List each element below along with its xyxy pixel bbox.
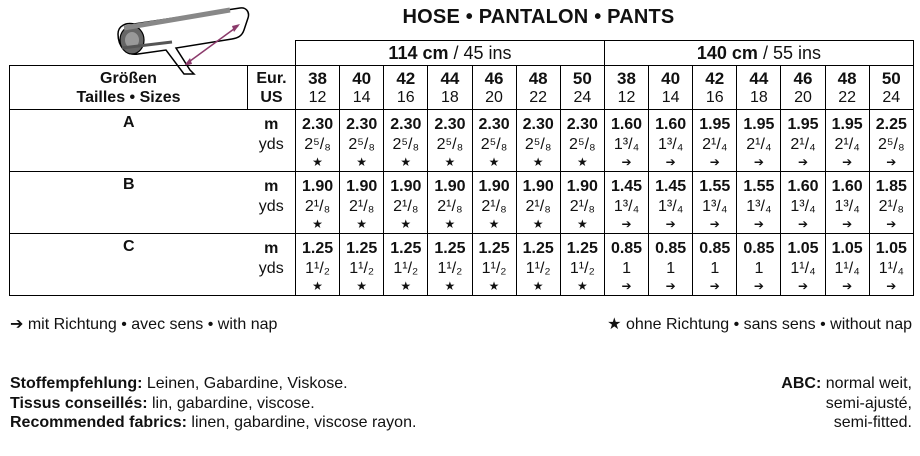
yardage-cell: 0.85 1 ➔ — [649, 234, 693, 296]
yardage-cell: 0.85 1 ➔ — [604, 234, 648, 296]
legend-without-nap: ★ ohne Richtung • sans sens • without nap — [607, 316, 912, 333]
yardage-cell: 1.25 1¹/₂ ★ — [428, 234, 472, 296]
star-icon: ★ — [444, 155, 456, 169]
fabric-line-en: Recommended fabrics: linen, gabardine, viscose rayon. — [10, 414, 417, 431]
yardage-cell: 2.25 2⁵/₈ ➔ — [869, 110, 913, 172]
star-icon: ★ — [576, 155, 588, 169]
view-row-b — [10, 172, 914, 234]
arrow-right-icon: ➔ — [842, 217, 853, 231]
yardage-cell: 1.85 2¹/₈ ➔ — [869, 172, 913, 234]
unit-label: m yds — [248, 172, 296, 234]
star-icon: ★ — [488, 217, 500, 231]
yardage-cell: 1.05 1¹/₄ ➔ — [869, 234, 913, 296]
size-header-cell: 46 20 — [781, 66, 825, 110]
yardage-cell: 2.30 2⁵/₈ ★ — [296, 110, 340, 172]
star-icon: ★ — [312, 217, 323, 231]
yardage-cell: 1.95 2¹/₄ ➔ — [737, 110, 781, 172]
yardage-cell: 1.95 2¹/₄ ➔ — [693, 110, 737, 172]
yardage-cell: 1.25 1¹/₂ ★ — [384, 234, 428, 296]
yardage-cell: 2.30 2⁵/₈ ★ — [340, 110, 384, 172]
yardage-cell: 0.85 1 ➔ — [693, 234, 737, 296]
view-label: C — [10, 234, 248, 296]
width-114-header: 114 cm / 45 ins — [296, 41, 605, 66]
yardage-cell: 2.30 2⁵/₈ ★ — [428, 110, 472, 172]
size-header-cell: 40 14 — [340, 66, 384, 110]
star-icon: ★ — [532, 217, 544, 231]
arrow-right-icon: ➔ — [709, 279, 720, 293]
star-icon: ★ — [356, 155, 368, 169]
arrow-right-icon: ➔ — [665, 217, 676, 231]
yardage-cell: 0.85 1 ➔ — [737, 234, 781, 296]
yardage-cell: 1.90 2¹/₈ ★ — [428, 172, 472, 234]
yardage-cell: 1.25 1¹/₂ ★ — [296, 234, 340, 296]
star-icon: ★ — [532, 155, 544, 169]
arrow-right-icon: ➔ — [665, 279, 676, 293]
size-header-cell: 44 18 — [737, 66, 781, 110]
yardage-cell: 1.90 2¹/₈ ★ — [340, 172, 384, 234]
star-icon: ★ — [444, 279, 456, 293]
arrow-right-icon: ➔ — [753, 279, 764, 293]
yardage-cell: 1.55 1³/₄ ➔ — [737, 172, 781, 234]
star-icon: ★ — [576, 279, 588, 293]
size-header-cell: 50 24 — [869, 66, 913, 110]
size-header-cell: 46 20 — [472, 66, 516, 110]
header-empty — [10, 41, 296, 66]
page-title: HOSE • PANTALON • PANTS — [402, 6, 675, 28]
arrow-right-icon: ➔ — [665, 155, 676, 169]
size-header-cell: 38 12 — [604, 66, 648, 110]
arrow-right-icon: ➔ — [709, 217, 720, 231]
yardage-cell: 1.05 1¹/₄ ➔ — [781, 234, 825, 296]
fabric-line-de: Stoffempfehlung: Leinen, Gabardine, Viskose. — [10, 375, 348, 392]
view-row-c — [10, 234, 914, 296]
size-header-cell: 50 24 — [560, 66, 604, 110]
legend-with-nap: ➔ mit Richtung • avec sens • with nap — [10, 316, 278, 333]
size-label: Größen Tailles • Sizes — [10, 66, 248, 110]
arrow-right-icon: ➔ — [797, 279, 809, 293]
yardage-cell: 2.30 2⁵/₈ ★ — [560, 110, 604, 172]
star-icon: ★ — [400, 217, 412, 231]
yardage-cell: 1.90 2¹/₈ ★ — [516, 172, 560, 234]
yardage-cell: 1.55 1³/₄ ➔ — [693, 172, 737, 234]
star-icon: ★ — [576, 217, 588, 231]
arrow-right-icon: ➔ — [709, 155, 720, 169]
size-system-label: Eur. US — [248, 66, 296, 110]
yardage-cell: 1.25 1¹/₂ ★ — [472, 234, 516, 296]
arrow-right-icon: ➔ — [753, 217, 764, 231]
star-icon: ★ — [356, 217, 368, 231]
yardage-cell: 1.90 2¹/₈ ★ — [384, 172, 428, 234]
size-header-cell: 42 16 — [693, 66, 737, 110]
star-icon: ★ — [312, 155, 323, 169]
yardage-cell: 1.45 1³/₄ ➔ — [604, 172, 648, 234]
yardage-cell: 1.45 1³/₄ ➔ — [649, 172, 693, 234]
star-icon: ★ — [400, 279, 412, 293]
unit-label: m yds — [248, 234, 296, 296]
yardage-table — [9, 40, 914, 296]
arrow-right-icon: ➔ — [886, 217, 897, 231]
size-header-cell: 42 16 — [384, 66, 428, 110]
yardage-cell: 2.30 2⁵/₈ ★ — [384, 110, 428, 172]
arrow-right-icon: ➔ — [621, 279, 632, 293]
star-icon: ★ — [312, 279, 323, 293]
yardage-cell: 1.60 1³/₄ ➔ — [604, 110, 648, 172]
view-label: B — [10, 172, 248, 234]
size-header-cell: 40 14 — [649, 66, 693, 110]
star-icon: ★ — [356, 279, 368, 293]
yardage-cell: 1.95 2¹/₄ ➔ — [781, 110, 825, 172]
fabric-line-fr: Tissus conseillés: lin, gabardine, viscose. — [10, 394, 315, 412]
yardage-cell: 1.60 1³/₄ ➔ — [825, 172, 869, 234]
star-icon: ★ — [488, 155, 500, 169]
yardage-cell: 2.30 2⁵/₈ ★ — [472, 110, 516, 172]
arrow-right-icon: ➔ — [621, 155, 632, 169]
arrow-right-icon: ➔ — [886, 279, 897, 293]
star-icon: ★ — [400, 155, 412, 169]
yardage-cell: 2.30 2⁵/₈ ★ — [516, 110, 560, 172]
arrow-right-icon: ➔ — [797, 217, 809, 231]
size-header-cell: 48 22 — [516, 66, 560, 110]
yardage-cell: 1.95 2¹/₄ ➔ — [825, 110, 869, 172]
star-icon: ★ — [444, 217, 456, 231]
yardage-cell: 1.25 1¹/₂ ★ — [340, 234, 384, 296]
yardage-cell: 1.90 2¹/₈ ★ — [296, 172, 340, 234]
arrow-right-icon: ➔ — [621, 217, 632, 231]
unit-label: m yds — [248, 110, 296, 172]
width-140-header: 140 cm / 55 ins — [604, 41, 913, 66]
yardage-cell: 1.25 1¹/₂ ★ — [516, 234, 560, 296]
star-icon: ★ — [532, 279, 544, 293]
arrow-right-icon: ➔ — [842, 155, 853, 169]
view-row-a — [10, 110, 914, 172]
yardage-cell: 1.90 2¹/₈ ★ — [560, 172, 604, 234]
size-header-cell: 48 22 — [825, 66, 869, 110]
yardage-cell: 1.90 2¹/₈ ★ — [472, 172, 516, 234]
star-icon: ★ — [488, 279, 500, 293]
arrow-right-icon: ➔ — [886, 155, 897, 169]
arrow-right-icon: ➔ — [797, 155, 809, 169]
arrow-right-icon: ➔ — [842, 279, 853, 293]
yardage-cell: 1.60 1³/₄ ➔ — [781, 172, 825, 234]
fabric-width-row — [10, 41, 914, 66]
view-label: A — [10, 110, 248, 172]
size-header-cell: 38 12 — [296, 66, 340, 110]
yardage-cell: 1.25 1¹/₂ ★ — [560, 234, 604, 296]
arrow-right-icon: ➔ — [753, 155, 764, 169]
yardage-cell: 1.60 1³/₄ ➔ — [649, 110, 693, 172]
fit-description: ABC: normal weit, semi-ajusté, semi-fitted. — [781, 375, 912, 431]
fabric-recommendations — [10, 374, 416, 433]
size-header-cell: 44 18 — [428, 66, 472, 110]
yardage-cell: 1.05 1¹/₄ ➔ — [825, 234, 869, 296]
size-row — [10, 66, 914, 110]
